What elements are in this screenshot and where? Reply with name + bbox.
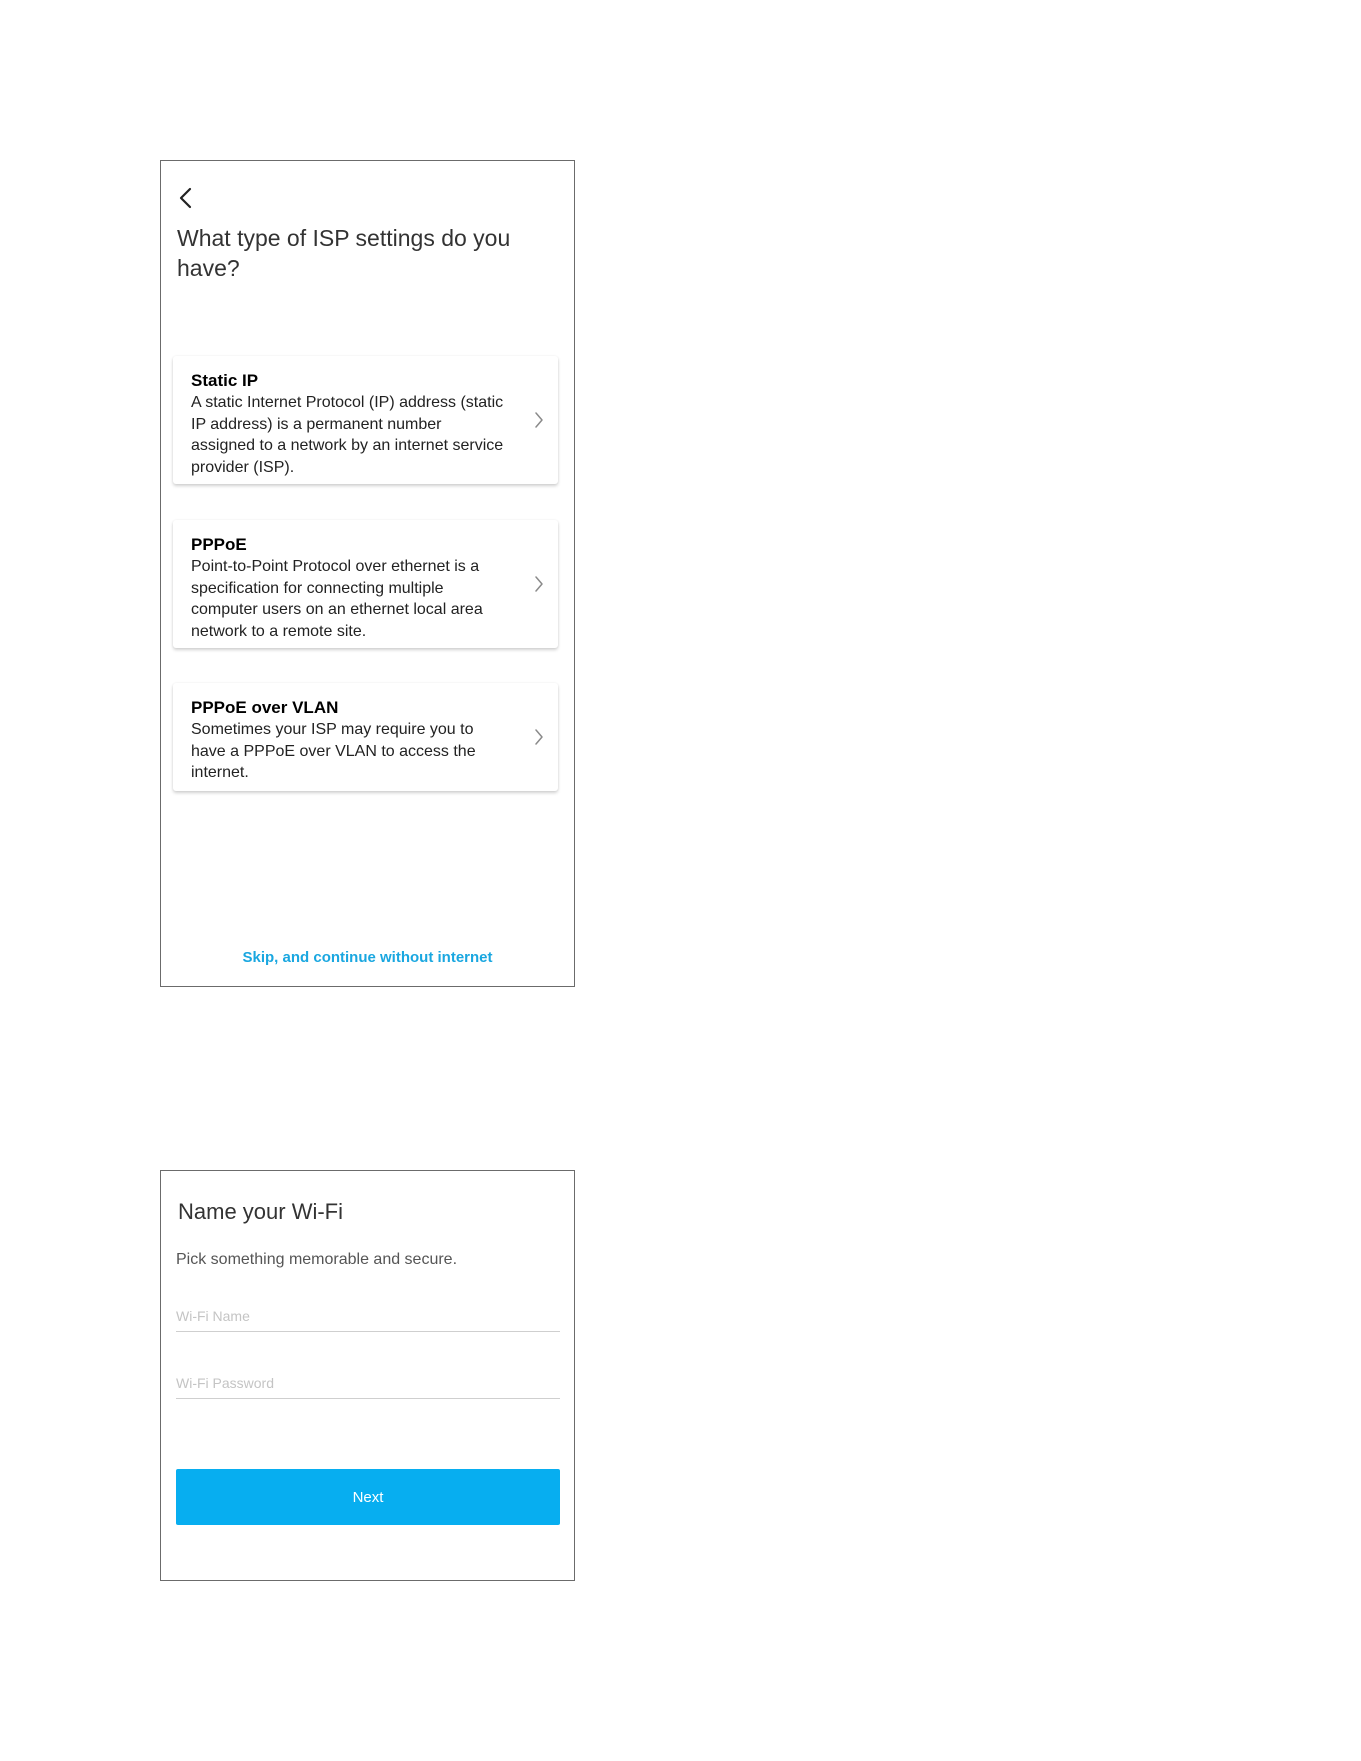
chevron-right-icon <box>534 411 544 429</box>
page-title: What type of ISP settings do you have? <box>177 225 511 281</box>
option-title: PPPoE over VLAN <box>191 698 339 717</box>
chevron-left-icon <box>173 183 199 213</box>
option-description: Sometimes your ISP may require you to have a PPPoE over VLAN to access the internet. <box>191 721 476 781</box>
chevron-right-icon <box>534 728 544 746</box>
wifi-password-input[interactable] <box>176 1367 560 1399</box>
name-wifi-screen <box>160 1170 575 1581</box>
isp-settings-screen <box>160 160 575 987</box>
page-subtitle: Pick something memorable and secure. <box>176 1251 458 1268</box>
option-pppoe-over-vlan[interactable] <box>173 683 558 791</box>
next-button[interactable]: Next <box>176 1469 560 1525</box>
page-title: Name your Wi-Fi <box>178 1199 344 1224</box>
chevron-right-icon <box>534 575 544 593</box>
option-title: Static IP <box>191 371 259 390</box>
option-static-ip[interactable] <box>173 356 558 484</box>
skip-without-internet-link[interactable]: Skip, and continue without internet <box>242 949 493 966</box>
wifi-name-input[interactable] <box>176 1300 560 1332</box>
option-pppoe[interactable] <box>173 520 558 648</box>
option-description: A static Internet Protocol (IP) address (static IP address) is a permanent number assigned to a network by an internet service provider (ISP). <box>191 394 504 476</box>
option-description: Point-to-Point Protocol over ethernet is a specification for connecting multiple computer users on an ethernet local area network to a remote site. <box>191 558 483 640</box>
option-title: PPPoE <box>191 535 247 554</box>
back-button[interactable] <box>173 183 199 213</box>
